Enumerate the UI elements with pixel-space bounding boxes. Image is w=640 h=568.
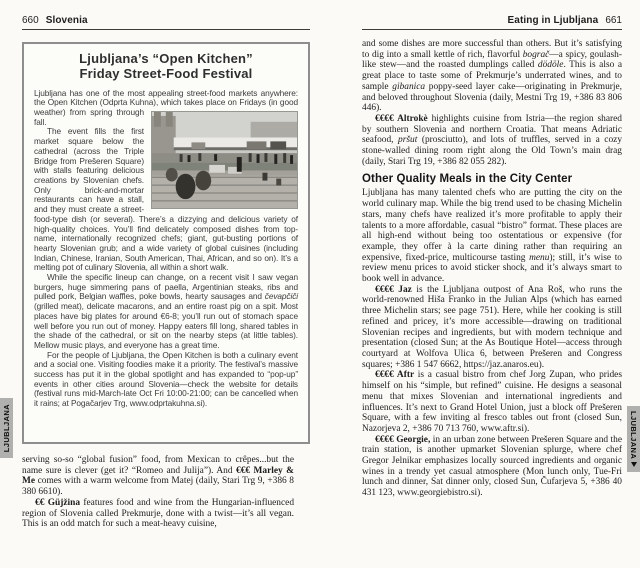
page-right xyxy=(362,15,622,499)
paragraph: serving so-so “global fusion” food, from Mexican to crêpes...but the name sure is clever (get it? “Romeo and Julija”). And €€€ Marley & Me comes with a warm welcome from Matej (daily, Stari Trg 9, +386 8 380 6610). xyxy=(22,455,294,498)
sidebar-box-text xyxy=(34,89,298,409)
sidebar-box-title-line1: Ljubljana’s “Open Kitchen” xyxy=(79,51,253,66)
paragraph: €€€€ Aftr is a casual bistro from chef Jorg Zupan, who prides himself on his “simple, but refined” cuisine. He designs a seasonal menu that mixes Slovenian and international ingredients and influences. It’s next to Grand Hotel Union, just a block off Prešeren Square, with a few inviting al fresco tables out front (closed Sun, Nazorjeva 2, +386 70 713 760, www.aftr.si). xyxy=(362,370,622,434)
left-tab-label: LJUBLJANA xyxy=(2,403,11,453)
paragraph: €€€€ Altrokè highlights cuisine from Istria—the region shared by southern Slovenia and northern Croatia. That means Adriatic seafood, pršut (prosciutto), and lots of truffles, served in a cozy stone-walled dining room right along the Old Town’s main drag (daily, Stari Trg 19, +386 82 055 282). xyxy=(362,113,623,167)
paragraph: While the specific lineup can change, on a recent visit I saw vegan burgers, huge simmering pans of paella, Argentinian steaks, ribs and pulled pork, Belgian waffles, poke bowls, hearty sausages and čevapčiči (grilled meat), delicate macarons, and an entire roast pig on a spit. Most places have big plates for around €6-8; you’ll run out of stomach space well before you run out of money. Happy eaters fill long, shared tables in the shade of the cathedral, or sit on the nearby steps (at little tables). Mellow music plays, and everyone has a great time. xyxy=(34,272,298,350)
paragraph: For the people of Ljubljana, the Open Kitchen is both a culinary event and a social one. Visiting foodies make it a priority. The festival’s massive success has put it in the global spotlight and has expanded to “pop-up” events in other cities around Slovenia—check the website for details (festival runs mid-March-late Oct Fri 10:00-21:00; can be cancelled when it rains; at Pogačarjev Trg, www.odprtakuhna.si). xyxy=(34,349,298,409)
tab-arrow-icon xyxy=(631,462,637,467)
left-page-body xyxy=(22,455,294,530)
paragraph: The event fills the first market square below the cathedral (across the Triple Bridge from Prešeren Square) with stalls featuring delicious creations by Slovenian chefs. Only brick-and-mortar restaurants can have a stall, and they must create a street-food-type dish (or several). There’s a dizzying and delicious variety of high-quality choices. You’ll find delicately composed dishes from top-name, internationally recognized chefs; giant, gut-busting portions of hearty Slovenian grub; and a wide variety of global cuisines (including Indian, Chinese, Iranian, South American, Thai, African, and so on). It’s a melting pot of culinary Slovenia, all within a short walk. xyxy=(34,126,298,273)
paragraph: Ljubljana has many talented chefs who are putting the city on the world culinary map. While the big trend used to be chasing Michelin stars, many chefs have realized it’s more profitable to apply their talents to a more affordable, casual “bistro” format. These places are all high-end without being too ostentatious or expensive (for example, they offer à la carte dining rather than requiring an expensive, fixed-price, multicourse tasting menu); still, it’s wise to review menu prices to avoid sticker shock, and it’s always smart to book well in advance. xyxy=(362,188,622,285)
right-page-number: 661 xyxy=(605,15,622,26)
right-page-edge-tab xyxy=(627,406,640,472)
open-kitchen-market-photo xyxy=(151,111,298,209)
left-page-header xyxy=(22,15,310,30)
city-center-subheading: Other Quality Meals in the City Center xyxy=(362,173,573,186)
open-kitchen-sidebar-box xyxy=(22,42,310,444)
right-page-section-title: Eating in Ljubljana xyxy=(507,15,599,26)
sidebar-box-title-line2: Friday Street-Food Festival xyxy=(79,66,253,82)
paragraph: Ljubljana has one of the most appealing street-food markets anywhere: the Open Kitchen (Odprta Kuhna), which takes place on Fridays (in good weather) from spring through fall. xyxy=(34,87,298,127)
market-photo-illustration xyxy=(152,112,297,208)
left-page-edge-tab xyxy=(0,398,13,458)
paragraph: €€ Güjžina features food and wine from the Hungarian-influenced region of Slovenia called Prekmurje, done with a twist—it’s all vegan. This is an odd match for such a meat-heavy cuisine, xyxy=(22,497,295,530)
right-page-body-top xyxy=(362,39,622,167)
paragraph: and some dishes are more successful than others. But it’s satisfying to dig into a small kettle of rich, flavorful bograč—a spicy, goulash-like stew—and the roasted dumplings called dödöle. This is also a great place to taste some of Prekmurje’s underrated wines, and to sample gibanica poppy-seed layer cake—originating in Prekmurje, and beloved throughout Slovenia (daily, Mestni Trg 19, +386 83 806 446). xyxy=(362,39,623,114)
sidebar-box-title xyxy=(34,51,298,82)
left-page-number: 660 xyxy=(22,15,39,26)
paragraph: €€€€ Georgie, in an urban zone between Prešeren Square and the train station, is another upmarket Slovenian splurge, where chef Gregor Jelnikar emphasizes locally sourced ingredients and organic wines in a trendy yet casual atmosphere (Mon lunch only, Tue-Fri lunch and dinner, Sat dinner only, closed Sun, Čufarjeva 5, +386 40 431 123, www.georgiebistro.si). xyxy=(362,434,622,499)
left-page-section-title: Slovenia xyxy=(45,15,88,26)
right-tab-label: LJUBLJANA xyxy=(629,411,638,460)
right-page-header xyxy=(362,15,622,30)
paragraph: €€€€ Jaz is the Ljubljana outpost of Ana Roš, who runs the world-renowned Hiša Franko in the Julian Alps (which has earned three Michelin stars; see page 751). Here, while her cooking is still refined and pricey, it’s more accessible—drawing on traditional Slovenian recipes and ingredients, but with modern technique and presentation (closed Sun; at the As Boutique Hotel—access through courtyard at Wolfova Ulica 6, between Prešeren and Congress squares; +386 1 547 6662, https://jaz.anaros.eu). xyxy=(362,284,622,370)
page-left xyxy=(22,15,310,530)
right-page-body-bottom xyxy=(362,188,622,498)
